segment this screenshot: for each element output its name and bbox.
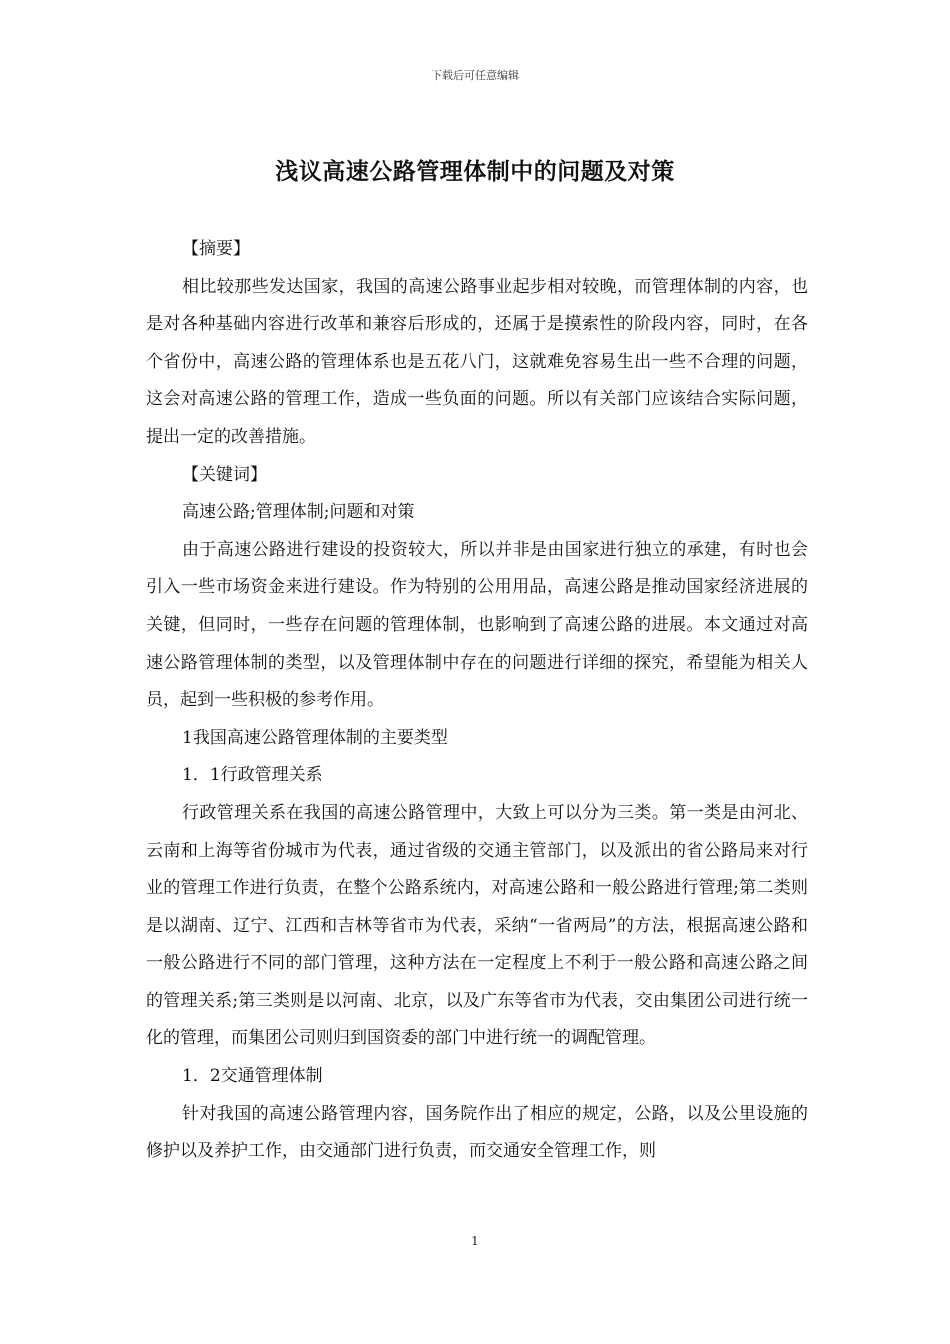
section-1-1-paragraph: 行政管理关系在我国的高速公路管理中，大致上可以分为三类。第一类是由河北、云南和上海等省份城市为代表，通过省级的交通主管部门，以及派出的省公路局来对行业的管理工作进行负责，在整个公路系统内，对高速公路和一般公路进行管理;第二类则是以湖南、辽宁、江西和吉林等省市为代表，采纳“一省两局”的方法，根据高速公路和一般公路进行不同的部门管理，这种方法在一定程度上不利于一般公路和高速公路之间的管理关系;第三类则是以河南、北京，以及广东等省市为代表，交由集团公司进行统一化的管理，而集团公司则归到国资委的部门中进行统一的调配管理。 [146,802,808,1049]
document-body [146,231,808,1171]
section-1-heading: 1我国高速公路管理体制的主要类型 [182,727,448,748]
keywords-label: 【关键词】 [182,464,267,485]
section-1-2-paragraph: 针对我国的高速公路管理内容，国务院作出了相应的规定，公路，以及公里设施的修护以及养护工作，由交通部门进行负责，而交通安全管理工作，则 [146,1103,808,1162]
document-title: 浅议高速公路管理体制中的问题及对策 [275,159,675,185]
keywords-paragraph: 高速公路;管理体制;问题和对策 [182,502,415,523]
section-1-1-heading: 1．1行政管理关系 [182,765,323,786]
abstract-label: 【摘要】 [182,239,250,259]
intro-paragraph: 由于高速公路进行建设的投资较大，所以并非是由国家进行独立的承建，有时也会引入一些市场资金来进行建设。作为特别的公用用品，高速公路是推动国家经济进展的关键，但同时，一些存在问题的管理体制，也影响到了高速公路的进展。本文通过对高速公路管理体制的类型，以及管理体制中存在的问题进行详细的探究，希望能为相关人员，起到一些积极的参考作用。 [146,539,808,711]
section-1-2-heading: 1．2交通管理体制 [182,1066,323,1087]
abstract-paragraph: 相比较那些发达国家，我国的高速公路事业起步相对较晚，而管理体制的内容，也是对各种基础内容进行改革和兼容后形成的，还属于是摸索性的阶段内容，同时，在各个省份中，高速公路的管理体系也是五花八门，这就难免容易生出一些不合理的问题，这会对高速公路的管理工作，造成一些负面的问题。所以有关部门应该结合实际问题，提出一定的改善措施。 [146,276,808,447]
page-number: 1 [471,1234,479,1248]
header-note: 下载后可任意编辑 [431,69,519,82]
